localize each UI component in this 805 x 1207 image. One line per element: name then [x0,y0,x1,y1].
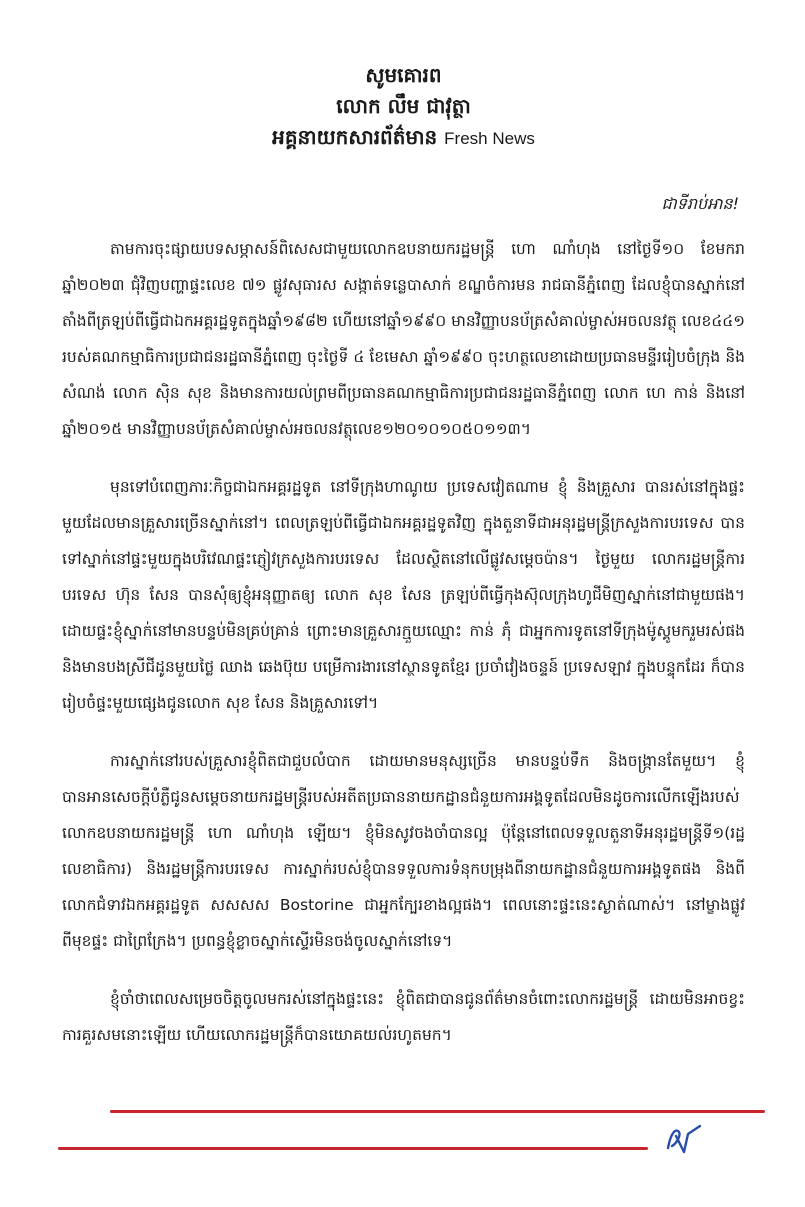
signature-icon [662,1122,704,1160]
greeting: ជាទីរាប់អាន! [661,194,739,213]
paragraph-1: តាមការចុះផ្សាយបទសម្ភាសន៍ពិសេសជាមួយលោកឧបនាយករដ្ឋមន្ត្រី ហោ ណាំហុង នៅថ្ងៃទី១០ ខែមករាឆ្នាំ២០២៣ ជុំវិញបញ្ហាផ្ទះលេខ ៧១ ផ្លូវសុធារស សង្កាត់ទន្លេបាសាក់ ខណ្ឌចំការមន រាជធានីភ្នំពេញ ដែលខ្ញុំបានស្នាក់នៅតាំងពីត្រឡប់ពីធ្វើជាឯកអគ្គរដ្ឋទូតក្នុងឆ្នាំ១៩៨២ ហើយនៅឆ្នាំ១៩៩០ មានវិញ្ញាបនប័ត្រសំគាល់ម្ចាស់អចលនវត្ថុ លេខ៤៤១ របស់គណកម្មាធិការប្រជាជនរដ្ឋធានីភ្នំពេញ ចុះថ្ងៃទី ៤ ខែមេសា ឆ្នាំ១៩៩០ ចុះហត្ថលេខាដោយប្រធានមន្ទីររៀបចំក្រុង និងសំណង់ លោក ស៊ិន សុខ និងមានការយល់ព្រមពីប្រធានគណកម្មាធិការប្រជាជនរដ្ឋធានីភ្នំពេញ លោក ហេ កាន់ និងនៅឆ្នាំ២០១៥ មានវិញ្ញាបនប័ត្រសំគាល់ម្ចាស់អចលនវត្ថុលេខ១២០១០១០៥០១១៣។ [62,240,745,438]
red-underline-1 [110,1110,765,1113]
header-recipient-title [62,122,745,153]
paragraph-3: ការស្នាក់នៅរបស់គ្រួសារខ្ញុំពិតជាជួបលំបាក ដោយមានមនុស្សច្រើន មានបន្ទប់ទឹក និងចង្ក្រានតែមួយ។ ខ្ញុំបានអានសេចក្តីបំភ្លឺជូនសម្តេចនាយករដ្ឋមន្ត្រីរបស់អតីតប្រធាននាយកដ្ឋានជំនួយការអង្គទូតដែលមិនដូចការលើកឡើងរបស់លោកឧបនាយករដ្ឋមន្ត្រី ហោ ណាំហុង ឡើយ។ ខ្ញុំមិនសូវចងចាំបានល្អ ប៉ុន្តែនៅពេលទទួលតួនាទីអនុរដ្ឋមន្ត្រីទី១(រដ្ឋលេខាធិការ) និងរដ្ឋមន្ត្រីការបរទេស ការស្នាក់របស់ខ្ញុំបានទទួលការទំនុកបម្រុងពីនាយកដ្ឋានជំនួយការអង្គទូតផង និងពីលោកជំទាវឯកអគ្គរដ្ឋទូត សសសស Bostorine ជាអ្នកក្បែរខាងល្អផង។ ពេលនោះផ្ទះនេះស្ងាត់ណាស់។ នៅម្ខាងផ្លូវពីមុខផ្ទះ ជាព្រៃក្រែង។ ប្រពន្ធខ្ញុំខ្លាចស្នាក់ស្ទើរមិនចង់ចូលស្នាក់នៅទេ។ [62,752,745,950]
recipient-title-khmer: អគ្គនាយកសារព័ត៌មាន [272,125,438,149]
paragraph-2: មុនទៅបំពេញភារៈកិច្ចជាឯកអគ្គរដ្ឋទូត នៅទីក្រុងហាណូយ ប្រទេសវៀតណាម ខ្ញុំ និងគ្រួសារ បានរស់នៅក្នុងផ្ទះមួយដែលមានគ្រួសារច្រើនស្នាក់នៅ។ ពេលត្រឡប់ពីធ្វើជាឯកអគ្គរដ្ឋទូតវិញ ក្នុងតួនាទីជាអនុរដ្ឋមន្ត្រីក្រសួងការបរទេស បានទៅស្នាក់នៅផ្ទះមួយក្នុងបរិវេណផ្ទះភ្ញៀវក្រសួងការបរទេស ដែលស្ថិតនៅលើផ្លូវសម្តេចប៉ាន។ ថ្ងៃមួយ លោករដ្ឋមន្ត្រីការបរទេស ហ៊ុន សែន បានសុំឲ្យខ្ញុំអនុញ្ញាតឲ្យ លោក សុខ សែន ត្រឡប់ពីធ្វើកុងស៊ុលក្រុងហូជីមិញស្នាក់នៅជាមួយផង។ ដោយផ្ទះខ្ញុំស្នាក់នៅមានបន្ទប់មិនគ្រប់គ្រាន់ ព្រោះមានគ្រួសារក្មួយឈ្មោះ កាន់ ភុំ ជាអ្នកការទូតនៅទីក្រុងម៉ូស្គូមករួមរស់ផង និងមានបងស្រីជីដូនមួយថ្លៃ ឈាង ឆេងប៊ុយ បម្រើការងារនៅស្ថានទូតខ្មែរ ប្រចាំវៀងចន្ទន៍ ប្រទេសឡាវ ក្នុងបន្ទុកដែរ ក៏បានរៀបចំផ្ទះមួយផ្សេងជូនលោក សុខ សែន និងគ្រួសារទៅ។ [62,478,745,712]
header-recipient-name: លោក លឹម ជាវុត្ថា [336,94,471,118]
paragraph-4-underlined: ខ្ញុំចាំថាពេលសម្រេចចិត្តចូលមករស់នៅក្នុងផ្ទះនេះ ខ្ញុំពិតជាបានជូនព័ត៌មានចំពោះលោករដ្ឋមន្ត្រី ដោយមិនអាចខ្វះការគួរសមនោះឡើយ ហើយលោករដ្ឋមន្ត្រីក៏បានយោគយល់រហូតមក។ [62,990,745,1044]
header-salutation-line: សូមគោរព [365,63,442,87]
red-underline-2 [58,1147,648,1150]
letter-header [62,60,745,153]
recipient-organization: Fresh News [444,129,535,148]
